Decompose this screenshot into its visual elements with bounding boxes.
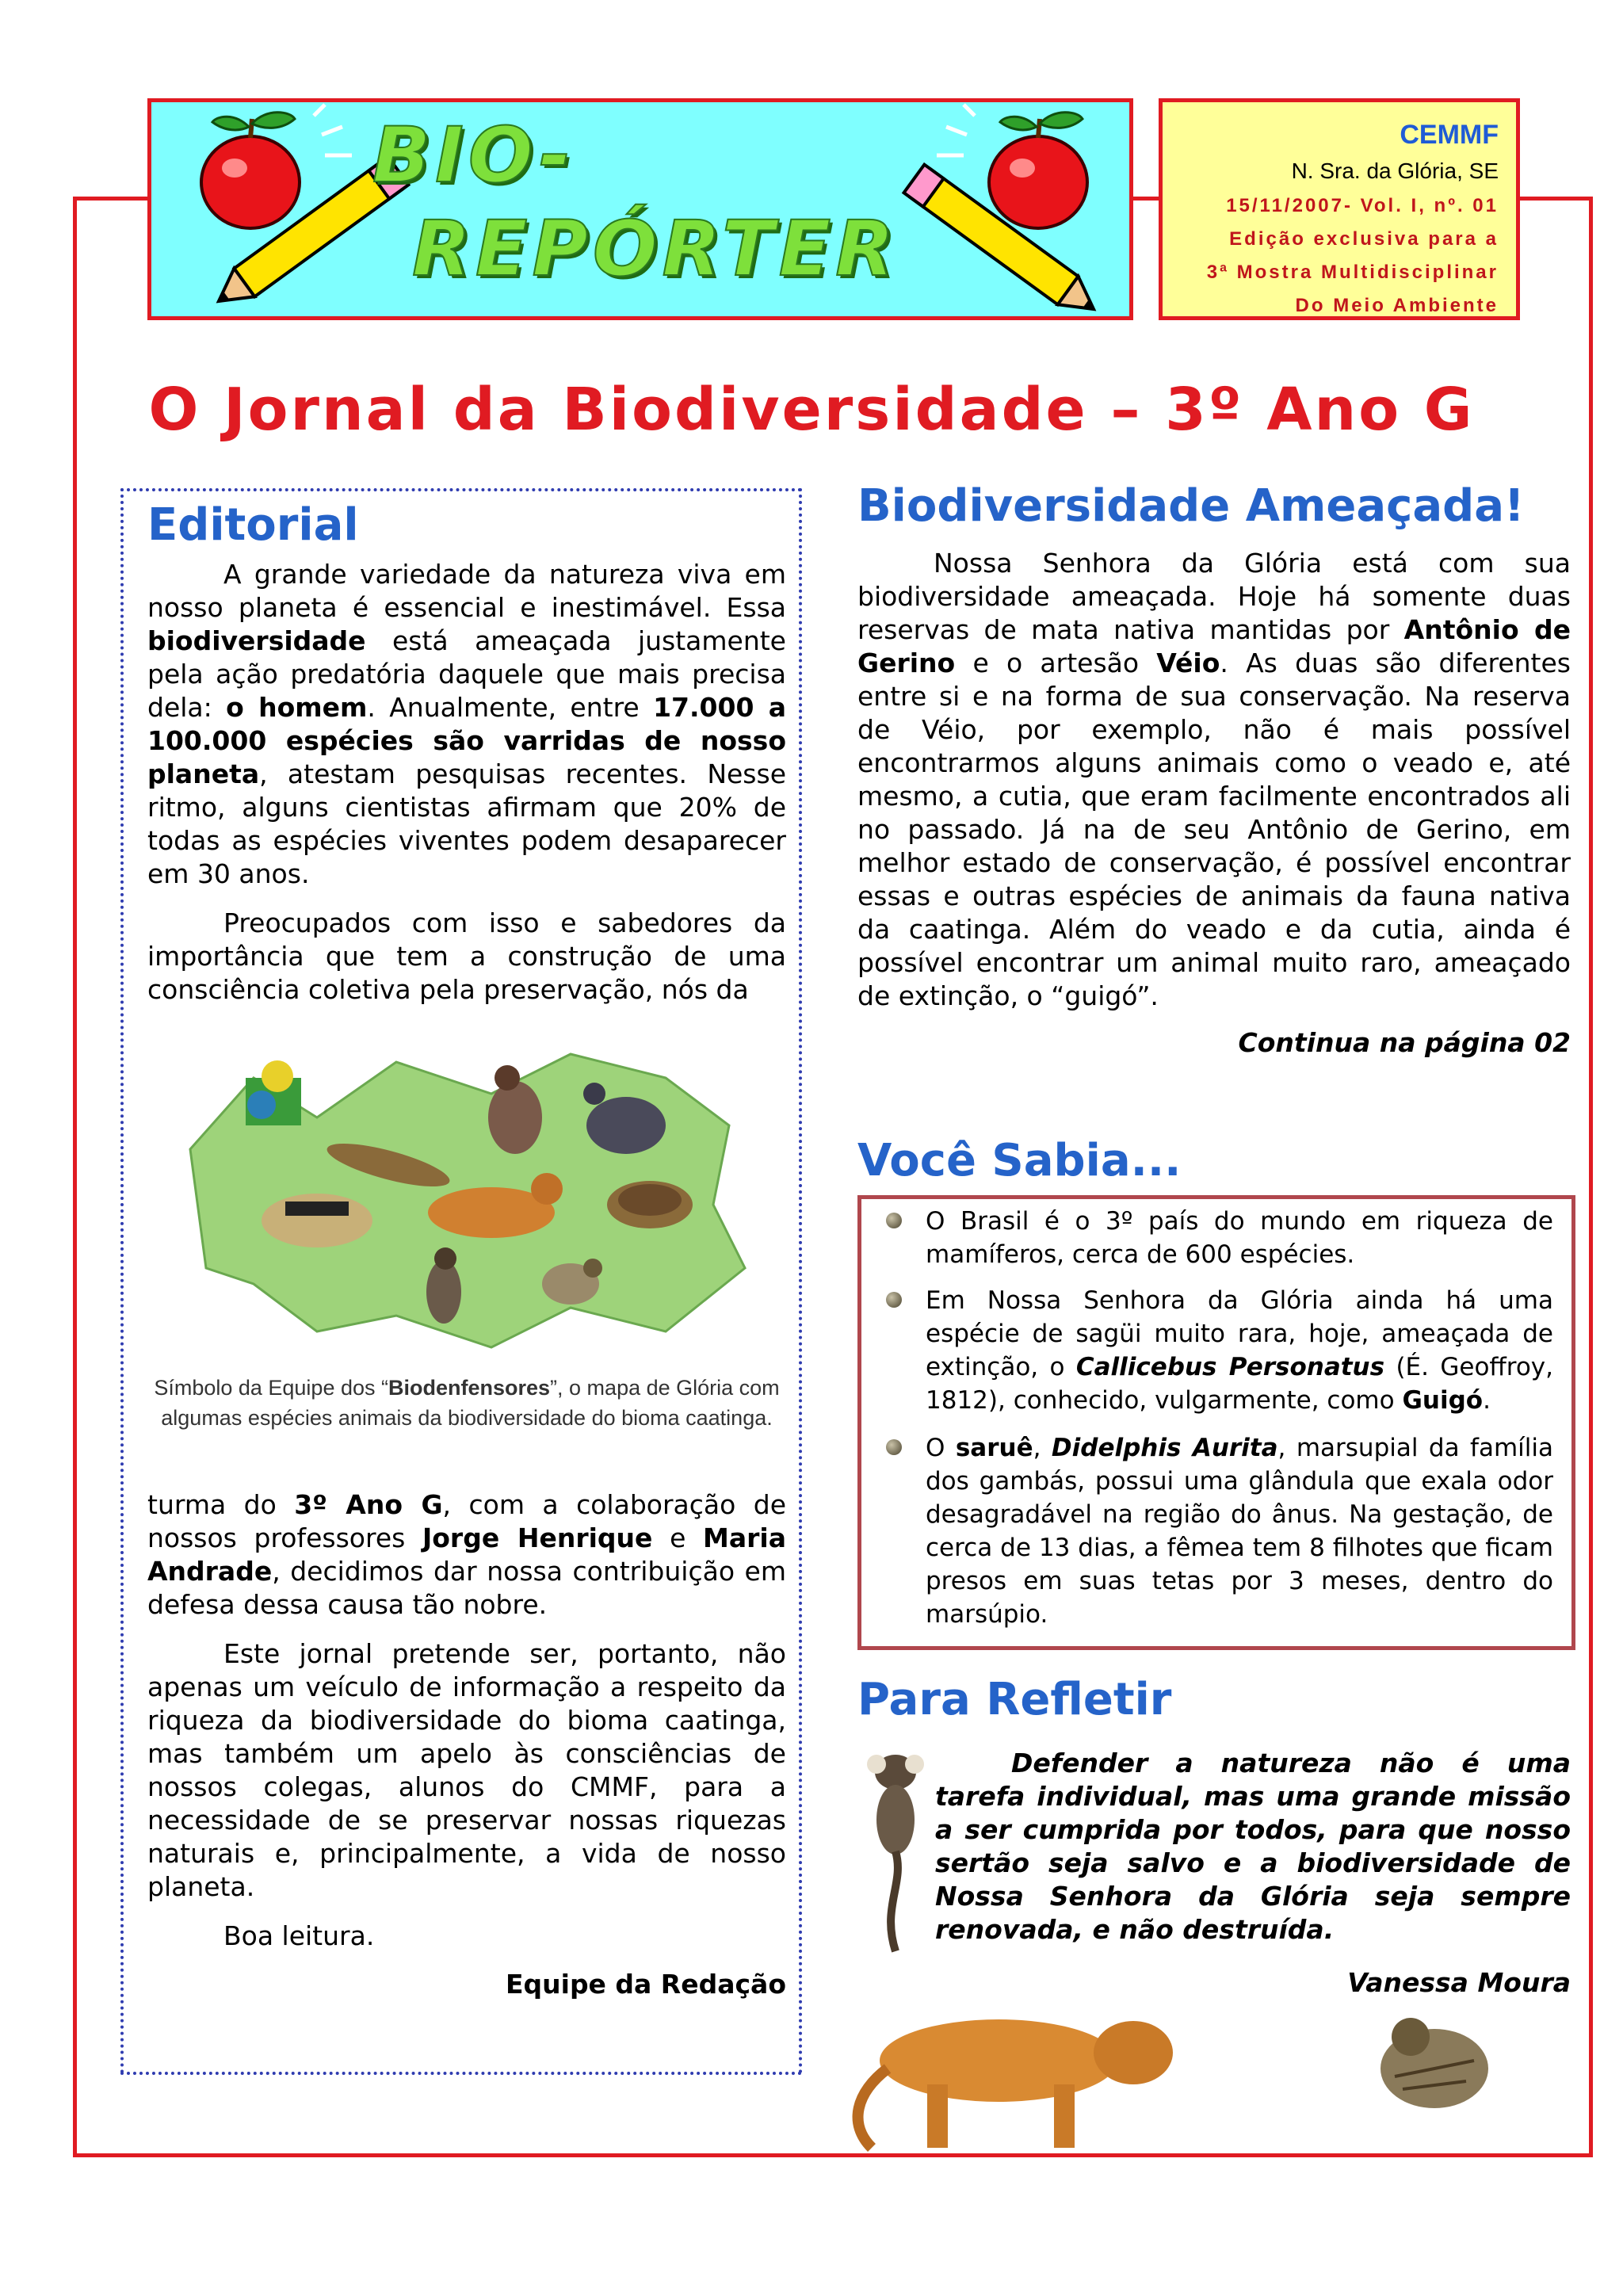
anteater-icon [262,1194,372,1247]
editorial-paragraph-2: Preocupados com isso e sabedores da importância que tem a construção de uma consciência coletiva pela preservação, nós da [147,907,786,1005]
fact-item-2: Em Nossa Senhora da Glória ainda há uma espécie de sagüi muito rara, hoje, ameaçada de extinção, o Callicebus Personatus (É. Geoffroy, 1812), conhecido, vulgarmente, como Guigó. [886,1284,1553,1417]
edition-line6: Do Meio Ambiente [1295,295,1499,316]
edition-date: 15/11/2007- Vol. I, nº. 01 [1226,195,1499,216]
edition-line4: Edição exclusiva para a [1229,228,1499,250]
para-refletir-heading: Para Refletir [857,1674,1172,1725]
bullet-icon [886,1439,902,1455]
reflection-text: Defender a natureza não é uma tarefa individual, mas uma grande missão a ser cumprida por todos, para que nosso sertão seja salvo e a biodiversidade de Nossa Senhora da Glória seja sempre renovada, e não destruída. [935,1748,1571,1945]
edition-info-box [1159,98,1520,320]
edition-line5: 3ª Mostra Multidisciplinar [1206,262,1499,283]
fact-item-1: O Brasil é o 3º país do mundo em riqueza de mamíferos, cerca de 600 espécies. [886,1205,1553,1271]
continua-link: Continua na página 02 [1238,1027,1571,1058]
bio-paragraph: Nossa Senhora da Glória está com sua biodiversidade ameaçada. Hoje há somente duas reservas de mata nativa mantidas por Antônio de Gerino e o artesão Véio. As duas são diferentes entre si e na forma de sua conservação. Na reserva de Véio, por exemplo, não é mais possível encontrarmos alguns animais como o veado e, até mesmo, a cutia, que eram facilmente encontrados ali no passado. Já na de seu Antônio de Gerino, em melhor estado de conservação, é possível encontrar essas e outras espécies de animais da fauna nativa da caatinga. Além do veado e da cutia, ainda é possível encontrar um animal muito raro, ameaçado de extinção, o “guigó”. [857,548,1571,1011]
editorial-signature: Equipe da Redação [505,1969,786,2000]
editorial-paragraph-4: Este jornal pretende ser, portanto, não apenas um veículo de informação a respeito da riqueza da biodiversidade do bioma caatinga, mas também um apelo às consciências de nossos colegas, alunos do CMMF, para a necessidade de se preservar nossas riquezas naturais e, principalmente, a vida de nosso planeta. [147,1638,786,1902]
fact-item-3: O saruê, Didelphis Aurita, marsupial da família dos gambás, possui uma glândula que exala odor desagradável na região do ânus. Na gestação, de cerca de 13 dias, a fêmea tem 8 filhotes que ficam presos em suas tetas por 3 meses, dentro do marsúpio. [886,1431,1553,1631]
parrot-icon [246,1060,301,1125]
editorial-heading: Editorial [147,499,359,551]
editorial-paragraph-5: Boa leitura. [223,1920,375,1951]
masthead-title-line2: REPÓRTER [412,204,899,293]
page-title: O Jornal da Biodiversidade – 3º Ano G [148,376,1475,444]
quail-image [1363,1997,1506,2124]
bio-heading: Biodiversidade Ameaçada! [857,480,1525,532]
masthead-title-line1: BIO- [372,111,576,200]
bullet-icon [886,1292,902,1308]
turtle-icon [607,1181,693,1228]
editorial-text-bottom [147,1488,786,1969]
map-caption: Símbolo da Equipe dos “Biodenfensores”, o mapa de Glória com algumas espécies animais da biodiversidade do bioma caatinga. [154,1376,780,1430]
editorial-paragraph-1: A grande variedade da natureza viva em nosso planeta é essencial e inestimável. Essa biodiversidade está ameaçada justamente pela ação predatória daquele que mais precisa dela: o homem. Anualmente, entre 17.000 a 100.000 espécies são varridas de nosso planeta, atestam pesquisas recentes. Nesse ritmo, alguns cientistas afirmam que 20% de todas as espécies viventes podem desaparecer em 30 anos. [147,559,786,889]
biodiversity-map-image [158,1030,777,1363]
editorial-text-top [147,558,786,1022]
city: N. Sra. da Glória, SE [1291,159,1499,183]
apple-pencil-right-icon [872,103,1133,317]
editorial-paragraph-3: turma do 3º Ano G, com a colaboração de nossos professores Jorge Henrique e Maria Andrade, decidimos dar nossa contribuição em defesa dessa causa tão nobre. [147,1489,787,1620]
voce-sabia-heading: Você Sabia... [857,1135,1182,1186]
bio-article [857,547,1571,1029]
bullet-icon [886,1213,902,1228]
reflection-signature: Vanessa Moura [1347,1967,1571,1998]
school-name: CEMMF [1400,120,1499,150]
marmoset-image [857,1740,934,1954]
puma-image [840,1997,1189,2156]
